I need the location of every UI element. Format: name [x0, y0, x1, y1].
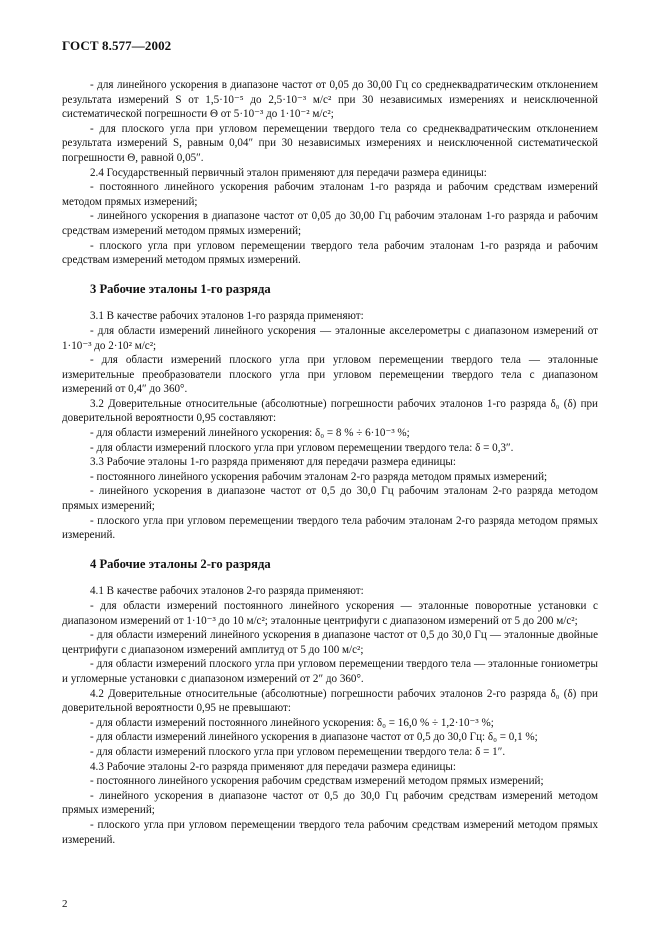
paragraph: 3.2 Доверительные относительные (абсолютные) погрешности рабочих эталонов 1-го разряда δ₀ (δ) при доверительной вероятности 0,95 составляют: — [62, 397, 598, 425]
paragraph: 3.3 Рабочие эталоны 1-го разряда применяют для передачи размера единицы: — [90, 456, 456, 469]
paragraph: 2.4 Государственный первичный эталон применяют для передачи размера единицы: — [90, 166, 487, 179]
section-heading: 3 Рабочие эталоны 1-го разряда — [90, 281, 271, 296]
paragraph: - для линейного ускорения в диапазоне частот от 0,05 до 30,00 Гц со среднеквадратическим отклонением результата измерений S от 1,5·10⁻⁵ до 2,5·10⁻³ м/с² при 30 независимых измерениях и неисключенной систематической погрешности Θ от 5·10⁻³ до 1·10⁻² м/с²; — [62, 79, 598, 121]
paragraph: - для области измерений постоянного линейного ускорения: δ₀ = 16,0 % ÷ 1,2·10⁻³ %; — [90, 716, 494, 729]
document-body — [62, 78, 598, 847]
paragraph: 4.2 Доверительные относительные (абсолютные) погрешности рабочих эталонов 2-го разряда δ₀ (δ) при доверительной вероятности 0,95 не превышают: — [62, 687, 598, 715]
paragraph: - для области измерений постоянного линейного ускорения — эталонные поворотные установки с диапазоном измерений от 1·10⁻³ до 10 м/с²; эталонные центрифуги с диапазоном измерений от 5 до 200 м/с²; — [62, 600, 598, 627]
paragraph: - для области измерений плоского угла при угловом перемещении твердого тела — эталонные измерительные преобразователи плоского угла при угловом перемещении твердого тела с диапазоном измерений от 0,4″ до 360°. — [62, 354, 598, 396]
paragraph: - для области измерений линейного ускорения — эталонные акселерометры с диапазоном измерений от 1·10⁻³ до 2·10² м/с²; — [62, 324, 598, 352]
paragraph: - линейного ускорения в диапазоне частот от 0,5 до 30,0 Гц рабочим эталонам 2-го разряда методом прямых измерений; — [62, 485, 598, 513]
section-heading: 4 Рабочие эталоны 2-го разряда — [90, 556, 271, 571]
paragraph: - плоского угла при угловом перемещении твердого тела рабочим средствам измерений методом прямых измерений. — [62, 818, 598, 846]
paragraph: - линейного ускорения в диапазоне частот от 0,05 до 30,00 Гц рабочим эталонам 1-го разряда и рабочим средствам измерений методом прямых измерений; — [62, 210, 598, 237]
page-number: 2 — [62, 898, 68, 910]
paragraph: - для области измерений линейного ускорения в диапазоне частот от 0,5 до 30,0 Гц — эталонные двойные центрифуги с диапазоном измерений амплитуд от 5 до 100 м/с²; — [62, 629, 598, 656]
document-header: ГОСТ 8.577—2002 — [62, 38, 172, 53]
paragraph: - для области измерений плоского угла при угловом перемещении твердого тела: δ = 0,3″. — [90, 441, 514, 454]
paragraph: - постоянного линейного ускорения рабочим эталонам 2-го разряда методом прямых измерений; — [90, 470, 548, 483]
paragraph: - линейного ускорения в диапазоне частот от 0,5 до 30,0 Гц рабочим средствам измерений методом прямых измерений; — [62, 789, 598, 817]
paragraph: 3.1 В качестве рабочих эталонов 1-го разряда применяют: — [90, 310, 364, 323]
paragraph: - для области измерений плоского угла при угловом перемещении твердого тела: δ = 1″. — [90, 745, 506, 758]
paragraph: - плоского угла при угловом перемещении твердого тела рабочим эталонам 2-го разряда методом прямых измерений. — [62, 514, 598, 542]
paragraph: 4.1 В качестве рабочих эталонов 2-го разряда применяют: — [90, 585, 364, 598]
paragraph: - постоянного линейного ускорения рабочим эталонам 1-го разряда и рабочим средствам измерений методом прямых измерений; — [62, 181, 598, 208]
paragraph: - плоского угла при угловом перемещении твердого тела рабочим эталонам 1-го разряда и рабочим средствам измерений методом прямых измерений. — [62, 239, 598, 267]
paragraph: 4.3 Рабочие эталоны 2-го разряда применяют для передачи размера единицы: — [90, 760, 456, 773]
paragraph: - для плоского угла при угловом перемещении твердого тела со среднеквадратическим отклонением результата измерений S, равным 0,04″ при 30 независимых измерениях и неисключенной систематической погрешности Θ, равной 0,05″. — [62, 122, 598, 164]
paragraph: - постоянного линейного ускорения рабочим средствам измерений методом прямых измерений; — [90, 775, 544, 788]
paragraph: - для области измерений линейного ускорения в диапазоне частот от 0,5 до 30,0 Гц: δ₀ = 0,1 %; — [90, 731, 538, 744]
paragraph: - для области измерений линейного ускорения: δ₀ = 8 % ÷ 6·10⁻³ %; — [90, 427, 410, 440]
paragraph: - для области измерений плоского угла при угловом перемещении твердого тела — эталонные гониометры и угломерные установки с диапазоном измерений от 2″ до 360°. — [62, 658, 598, 685]
